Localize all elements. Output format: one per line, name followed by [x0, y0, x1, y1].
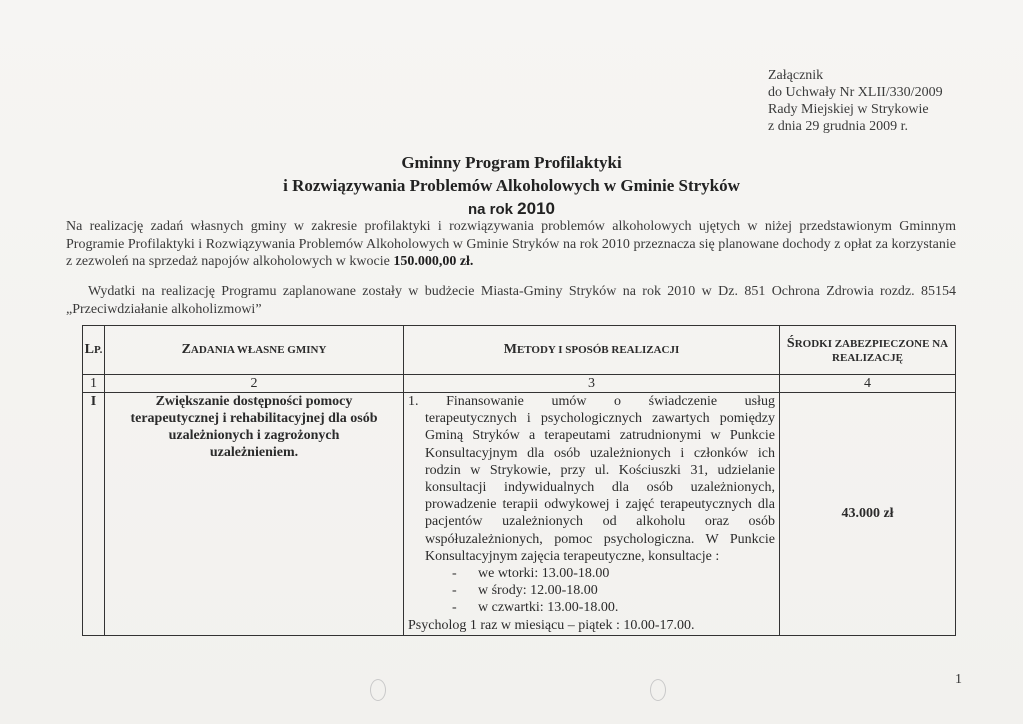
attachment-note: [768, 67, 943, 135]
column-number: 2: [105, 375, 404, 393]
punch-hole-mark: [370, 679, 386, 701]
psychologist-schedule: Psycholog 1 raz w miesiącu – piątek : 10.00-17.00.: [408, 617, 695, 633]
attachment-line-4: z dnia 29 grudnia 2009 r.: [768, 119, 908, 134]
method-body: terapeutycznych i psychologicznych zawartych pomiędzy Gminą Stryków a terapeutami zatrudnionymi w Punkcie Konsultacyjnym dla osób uzależnionych i członków ich rodzin w Strykowie, przy ul. Kościuszki 31, udzielanie konsultacji indywidualnych dla osób uzależnionych, prowadzenie terapii odwykowej i zajęć terapeutycznych dla pacjentów uzależnionych od alkoholu oraz osób współuzależnionych, pomoc psychologiczna. W Punkcie Konsultacyjnym zajęcia terapeutyczne, konsultacje :: [425, 411, 775, 564]
program-table: [82, 325, 956, 636]
title-prefix: na rok: [467, 201, 518, 218]
method-first-line: 1. Finansowanie umów o świadczenie usług: [408, 394, 775, 409]
program-title-line-3: [0, 199, 1023, 219]
attachment-line-3: Rady Miejskiej w Strykowie: [768, 102, 929, 117]
row-methods: [404, 393, 780, 636]
program-title-line-1: Gminny Program Profilaktyki: [401, 153, 622, 172]
row-task: [105, 393, 404, 636]
table-number-row: [83, 375, 956, 393]
header-lp: LP.: [83, 326, 105, 375]
intro-amount: 150.000,00 zł.: [393, 254, 474, 269]
schedule-item: - w czwartki: 13.00-18.00.: [452, 600, 619, 616]
intro-text: Na realizację zadań własnych gminy w zakresie profilaktyki i rozwiązywania problemów alkoholowych ujętych w niżej przedstawionym Gminnym Programie Profilaktyki i Rozwiązywania Problemów Alkoholowych w Gminie Stryków na rok 2010 przeznacza się planowane dochody z opłat za korzystanie z zezwoleń na sprzedaż napojów alkoholowych w kwocie: [66, 219, 956, 269]
row-funds: 43.000 zł: [780, 393, 956, 636]
title-year: 2010: [517, 199, 555, 218]
intro-paragraph: [66, 218, 956, 271]
punch-hole-mark: [650, 679, 666, 701]
schedule-item: - w środy: 12.00-18.00: [452, 583, 598, 599]
expenses-paragraph: Wydatki na realizację Programu zaplanowane zostały w budżecie Miasta-Gminy Stryków na rok 2010 w Dz. 851 Ochrona Zdrowia rozdz. 85154 „Przeciwdziałanie alkoholizmowi”: [66, 284, 956, 317]
program-title-line-2: i Rozwiązywania Problemów Alkoholowych w Gminie Stryków: [283, 176, 740, 195]
table-header-row: [83, 326, 956, 375]
row-lp: I: [83, 393, 105, 636]
column-number: 1: [83, 375, 105, 393]
header-method: METODY I SPOSÓB REALIZACJI: [404, 326, 780, 375]
column-number: 4: [780, 375, 956, 393]
table-row: [83, 393, 956, 636]
attachment-line-2: do Uchwały Nr XLII/330/2009: [768, 85, 943, 100]
header-funds: ŚRODKI ZABEZPIECZONE NA REALIZACJĘ: [780, 326, 956, 375]
schedule-item: - we wtorki: 13.00-18.00: [452, 566, 610, 582]
page-number: 1: [955, 672, 962, 687]
attachment-line-1: Załącznik: [768, 68, 824, 83]
task-text: Zwiększanie dostępności pomocy terapeutycznej i rehabilitacyjnej dla osób uzależnionych i zagrożonych uzależnieniem.: [130, 394, 378, 460]
column-number: 3: [404, 375, 780, 393]
header-task: ZADANIA WŁASNE GMINY: [105, 326, 404, 375]
